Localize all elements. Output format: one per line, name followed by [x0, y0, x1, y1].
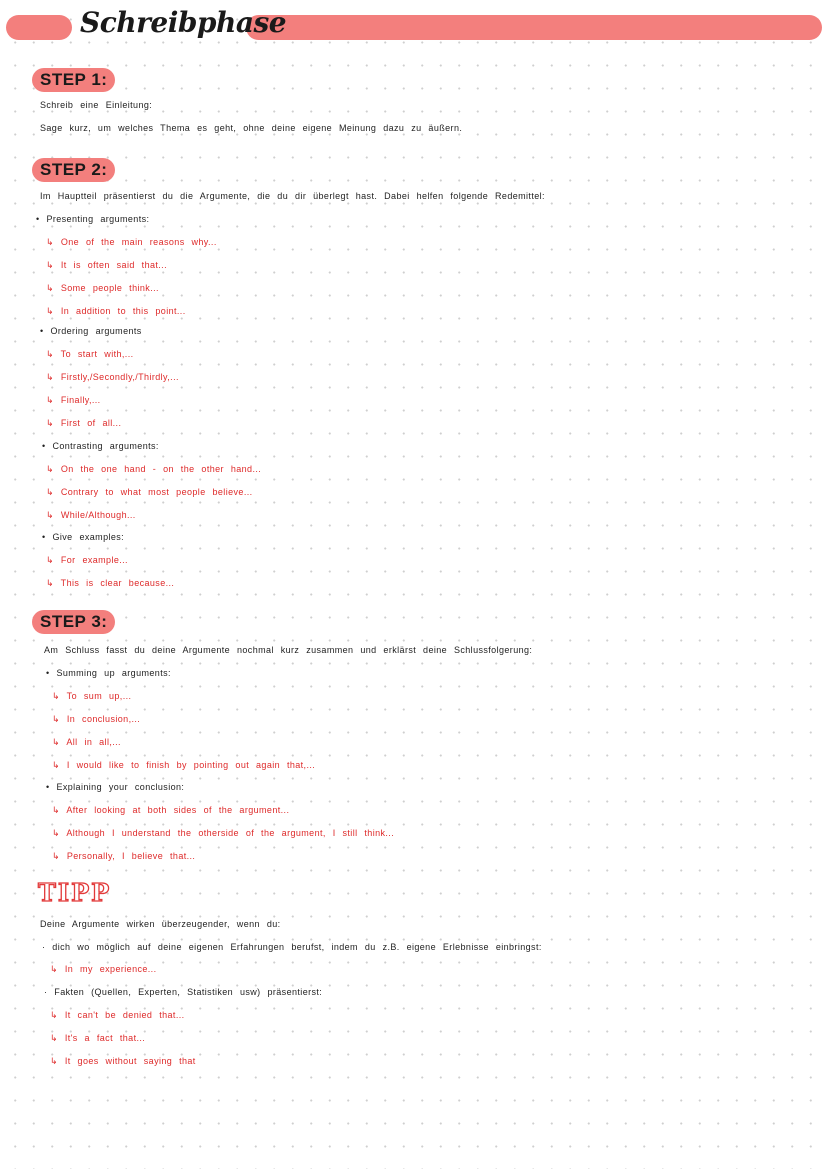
phrase-item: ↳ Personally, I believe that...	[52, 851, 196, 861]
phrase-item: ↳ It's a fact that...	[50, 1033, 146, 1043]
step2-category: • Give examples:	[42, 532, 125, 542]
phrase-item: ↳ This is clear because...	[46, 578, 175, 588]
phrase-item: ↳ One of the main reasons why...	[46, 237, 217, 247]
phrase-item: ↳ While/Although...	[46, 510, 136, 520]
phrase-item: ↳ On the one hand - on the other hand...	[46, 464, 262, 474]
step3-category: • Explaining your conclusion:	[46, 782, 185, 792]
step2-category: • Ordering arguments	[40, 326, 142, 336]
phrase-item: ↳ It can't be denied that...	[50, 1010, 185, 1020]
title-bar-right	[246, 15, 822, 40]
phrase-item: ↳ It goes without saying that	[50, 1056, 196, 1066]
step1-line: Sage kurz, um welches Thema es geht, ohne deine eigene Meinung dazu zu äußern.	[40, 123, 463, 133]
phrase-item: ↳ First of all...	[46, 418, 122, 428]
page-title: Schreibphase	[80, 6, 287, 39]
tipp-category: · dich wo möglich auf deine eigenen Erfahrungen berufst, indem du z.B. eigene Erlebnisse einbringst:	[42, 942, 542, 952]
phrase-item: ↳ In conclusion,...	[52, 714, 141, 724]
phrase-item: ↳ In my experience...	[50, 964, 157, 974]
phrase-item: ↳ Although I understand the otherside of the argument, I still think...	[52, 828, 395, 838]
step2-intro: Im Hauptteil präsentierst du die Argumente, die du dir überlegt hast. Dabei helfen folgende Redemittel:	[40, 191, 545, 201]
title-bar-left	[6, 15, 72, 40]
phrase-item: ↳ I would like to finish by pointing out again that,...	[52, 760, 316, 770]
step2-category: • Presenting arguments:	[36, 214, 150, 224]
tipp-intro: Deine Argumente wirken überzeugender, wenn du:	[40, 919, 281, 929]
phrase-item: ↳ Some people think...	[46, 283, 159, 293]
step1-line: Schreib eine Einleitung:	[40, 100, 153, 110]
step1-badge: STEP 1:	[32, 68, 115, 92]
phrase-item: ↳ To start with,...	[46, 349, 134, 359]
phrase-item: ↳ For example...	[46, 555, 128, 565]
step3-intro: Am Schluss fasst du deine Argumente nochmal kurz zusammen und erklärst deine Schlussfolgerung:	[44, 645, 533, 655]
phrase-item: ↳ Finally,...	[46, 395, 101, 405]
step2-badge: STEP 2:	[32, 158, 115, 182]
tipp-heading: TIPP	[38, 878, 112, 907]
tipp-category: · Fakten (Quellen, Experten, Statistiken usw) präsentierst:	[44, 987, 323, 997]
phrase-item: ↳ To sum up,...	[52, 691, 132, 701]
phrase-item: ↳ After looking at both sides of the argument...	[52, 805, 290, 815]
phrase-item: ↳ All in all,...	[52, 737, 121, 747]
phrase-item: ↳ In addition to this point...	[46, 306, 186, 316]
phrase-item: ↳ Contrary to what most people believe...	[46, 487, 253, 497]
step2-category: • Contrasting arguments:	[42, 441, 159, 451]
step3-badge: STEP 3:	[32, 610, 115, 634]
step3-category: • Summing up arguments:	[46, 668, 171, 678]
phrase-item: ↳ It is often said that...	[46, 260, 167, 270]
phrase-item: ↳ Firstly,/Secondly,/Thirdly,...	[46, 372, 179, 382]
